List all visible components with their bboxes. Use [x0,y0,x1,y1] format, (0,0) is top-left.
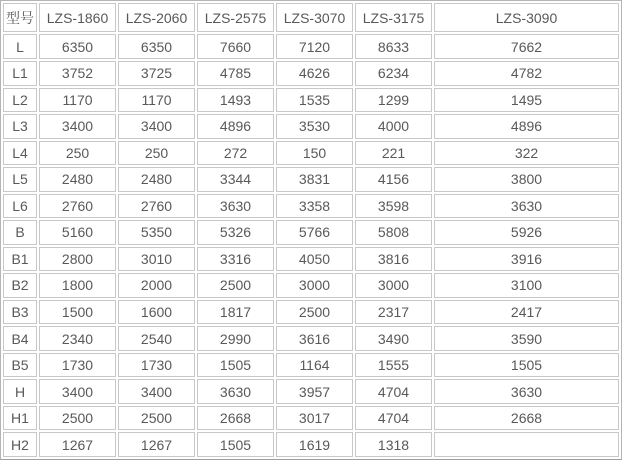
header-model: 型号 [3,3,37,32]
table-cell: 1730 [118,353,195,378]
table-row [3,432,619,457]
table-cell: 1170 [39,88,116,113]
row-label: B2 [3,273,37,298]
table-row [3,220,619,245]
table-cell [434,432,619,457]
table-cell: 2500 [39,406,116,431]
table-cell: 3000 [276,273,353,298]
table-cell: 3100 [434,273,619,298]
table-cell: 2417 [434,300,619,325]
table-cell: 4704 [355,406,432,431]
table-row [3,34,619,59]
table-row [3,61,619,86]
row-label: L3 [3,114,37,139]
table-cell: 2800 [39,247,116,272]
row-label: L5 [3,167,37,192]
table-cell: 3598 [355,194,432,219]
header-row [3,3,619,32]
table-cell: 272 [197,141,274,166]
header-col: LZS-1860 [39,3,116,32]
table-cell: 2000 [118,273,195,298]
table-cell: 2480 [118,167,195,192]
table-cell: 3000 [355,273,432,298]
table-cell: 3400 [39,379,116,404]
table-row [3,247,619,272]
table-row [3,141,619,166]
table-cell: 6234 [355,61,432,86]
table-cell: 3816 [355,247,432,272]
table-cell: 3344 [197,167,274,192]
table-row [3,326,619,351]
table-cell: 2990 [197,326,274,351]
table-cell: 2317 [355,300,432,325]
table-cell: 1619 [276,432,353,457]
table-cell: 3530 [276,114,353,139]
table-cell: 1267 [39,432,116,457]
row-label: H2 [3,432,37,457]
table-cell: 3800 [434,167,619,192]
table-cell: 221 [355,141,432,166]
table-cell: 1600 [118,300,195,325]
table-cell: 3630 [434,379,619,404]
table-cell: 4704 [355,379,432,404]
row-label: B5 [3,353,37,378]
table-cell: 1555 [355,353,432,378]
table-cell: 3916 [434,247,619,272]
table-cell: 1500 [39,300,116,325]
table-row [3,379,619,404]
table-cell: 4626 [276,61,353,86]
table-cell: 5326 [197,220,274,245]
row-label: L2 [3,88,37,113]
table-row [3,406,619,431]
table-cell: 3490 [355,326,432,351]
table-cell: 1267 [118,432,195,457]
table-cell: 1817 [197,300,274,325]
table-cell: 1170 [118,88,195,113]
table-cell: 1535 [276,88,353,113]
table-cell: 1495 [434,88,619,113]
table-row [3,353,619,378]
table-row [3,300,619,325]
table-cell: 250 [118,141,195,166]
header-col: LZS-3070 [276,3,353,32]
table-cell: 250 [39,141,116,166]
table-cell: 3752 [39,61,116,86]
table-cell: 4000 [355,114,432,139]
row-label: L1 [3,61,37,86]
table-cell: 3831 [276,167,353,192]
table-cell: 5926 [434,220,619,245]
table-cell: 3957 [276,379,353,404]
header-col: LZS-3175 [355,3,432,32]
table-cell: 3725 [118,61,195,86]
table-cell: 150 [276,141,353,166]
row-label: H [3,379,37,404]
table-cell: 2668 [197,406,274,431]
table-cell: 2760 [39,194,116,219]
table-cell: 2340 [39,326,116,351]
table-row [3,273,619,298]
table-cell: 2500 [118,406,195,431]
table-cell: 5160 [39,220,116,245]
header-col: LZS-2060 [118,3,195,32]
table-cell: 322 [434,141,619,166]
table-cell: 5350 [118,220,195,245]
header-col: LZS-2575 [197,3,274,32]
table-cell: 3616 [276,326,353,351]
table-cell: 2500 [197,273,274,298]
table-row [3,194,619,219]
table-cell: 3400 [118,114,195,139]
table-cell: 1493 [197,88,274,113]
table-cell: 2760 [118,194,195,219]
table-row [3,167,619,192]
table-cell: 4156 [355,167,432,192]
row-label: B1 [3,247,37,272]
row-label: B3 [3,300,37,325]
table-cell: 4896 [434,114,619,139]
table-cell: 5808 [355,220,432,245]
row-label: L4 [3,141,37,166]
header-col: LZS-3090 [434,3,619,32]
table-cell: 5766 [276,220,353,245]
row-label: L [3,34,37,59]
table-cell: 1164 [276,353,353,378]
table-cell: 1505 [197,353,274,378]
table-cell: 3590 [434,326,619,351]
table-cell: 6350 [39,34,116,59]
table-cell: 2540 [118,326,195,351]
table-cell: 2480 [39,167,116,192]
row-label: B [3,220,37,245]
table-cell: 3400 [118,379,195,404]
table-cell: 1318 [355,432,432,457]
table-cell: 1299 [355,88,432,113]
table-cell: 4896 [197,114,274,139]
table-cell: 4785 [197,61,274,86]
table-cell: 8633 [355,34,432,59]
table-row [3,88,619,113]
table-cell: 3630 [197,194,274,219]
table-cell: 1730 [39,353,116,378]
table-cell: 4050 [276,247,353,272]
table-cell: 4782 [434,61,619,86]
table-cell: 7660 [197,34,274,59]
table-cell: 3630 [197,379,274,404]
table-cell: 6350 [118,34,195,59]
table-cell: 1800 [39,273,116,298]
row-label: B4 [3,326,37,351]
table-cell: 1505 [434,353,619,378]
table-cell: 7662 [434,34,619,59]
table-cell: 3400 [39,114,116,139]
row-label: H1 [3,406,37,431]
table-cell: 3358 [276,194,353,219]
table-cell: 1505 [197,432,274,457]
table-cell: 3010 [118,247,195,272]
table-cell: 3017 [276,406,353,431]
table-cell: 3630 [434,194,619,219]
table-cell: 7120 [276,34,353,59]
table-cell: 2500 [276,300,353,325]
table-row [3,114,619,139]
table-cell: 2668 [434,406,619,431]
row-label: L6 [3,194,37,219]
table-cell: 3316 [197,247,274,272]
